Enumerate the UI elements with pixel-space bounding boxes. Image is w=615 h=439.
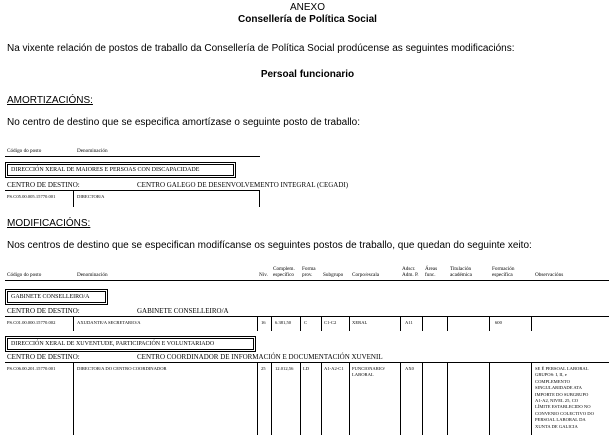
mod-col-formacion-2: específica bbox=[492, 272, 513, 278]
row2-divider bbox=[73, 363, 74, 435]
mod-col-observacions: Observacións bbox=[535, 272, 564, 278]
modificacions-text: Nos centros de destino que se especifican modifícanse os seguintes postos de traballo, que quedan do seguinte xeito: bbox=[7, 240, 532, 251]
obs-line: XUNTA DE GALICIA bbox=[535, 423, 578, 429]
centro-label-gabinete: CENTRO DE DESTINO: bbox=[7, 307, 80, 315]
row2-code: PS.C06.00.201.15770.001 bbox=[7, 366, 56, 371]
mod-col-areas-2: func. bbox=[425, 272, 436, 278]
row1-corpo: XERAL bbox=[352, 320, 368, 325]
obs-line: GRUPOS: I, II, e bbox=[535, 372, 567, 378]
row1-complem: 6.381,50 bbox=[275, 320, 292, 325]
row1-divider bbox=[321, 317, 322, 331]
row1-divider bbox=[271, 317, 272, 331]
amortizacions-heading: AMORTIZACIÓNS: bbox=[7, 95, 93, 106]
mod-col-titulacion: Titulación académica bbox=[450, 266, 472, 278]
row1-divider bbox=[349, 317, 350, 331]
row2-divider bbox=[321, 363, 322, 435]
row2-niv: 25 bbox=[261, 366, 266, 371]
row2-forma: LD bbox=[303, 366, 310, 371]
row2-name: DIRECTOR/A DO CENTRO COORDINADOR bbox=[77, 366, 167, 371]
mod-col-forma-1: Forma bbox=[302, 266, 316, 272]
centro-label-cegadi: CENTRO DE DESTINO: bbox=[7, 181, 80, 189]
row1-divider bbox=[300, 317, 301, 331]
row2-observacions bbox=[535, 366, 594, 430]
row1-divider bbox=[400, 317, 401, 331]
mod-col-corpo: Corpo/escala bbox=[352, 272, 380, 278]
row1-forma: C bbox=[304, 320, 308, 325]
mod-col-complem-2: específico bbox=[273, 272, 295, 278]
amortizacions-row-name: DIRECTOR/A bbox=[77, 194, 105, 199]
row2-subgrupo: A1-A2-C1 bbox=[324, 366, 344, 371]
row1-subgrupo: C1-C2 bbox=[324, 320, 337, 325]
mod-col-areas-1: Áreas bbox=[425, 266, 438, 272]
gabinete-row-top-rule bbox=[5, 316, 609, 317]
row2-divider bbox=[257, 363, 258, 435]
direccion-box-xuventude bbox=[7, 338, 254, 350]
row2-divider bbox=[447, 363, 448, 435]
row2-complem: 12.012,56 bbox=[275, 366, 294, 371]
mod-col-adscr-1: Adscr. bbox=[402, 266, 416, 272]
row2-divider bbox=[271, 363, 272, 435]
row2-adscr: AX0 bbox=[405, 366, 414, 371]
col-denominacion-header: Denominación bbox=[77, 148, 108, 154]
row1-divider bbox=[447, 317, 448, 331]
mod-col-adscr-2: Adm. P. bbox=[402, 272, 419, 278]
row1-divider bbox=[531, 317, 532, 331]
row1-niv: 16 bbox=[261, 320, 266, 325]
col-codigo-header: Código do posto bbox=[7, 148, 42, 154]
mod-col-niv: Niv. bbox=[259, 272, 268, 278]
row1-formacion: 600 bbox=[495, 320, 502, 325]
obs-line: SINGULARIDADE ATA bbox=[535, 385, 582, 391]
direccion-label-xuventude: DIRECCIÓN XERAL DE XUVENTUDE, PARTICIPACIÓN E VOLUNTARIADO bbox=[11, 341, 215, 347]
obs-line: CONVENIO COLECTIVO DO bbox=[535, 410, 594, 416]
row2-corpo-2: LABORAL bbox=[352, 372, 374, 377]
direccion-box-maiores bbox=[7, 164, 234, 176]
amortizacions-col-divider bbox=[73, 191, 74, 207]
row1-adscr: A11 bbox=[405, 320, 413, 325]
mod-col-forma-2: prov. bbox=[302, 272, 313, 278]
centro-label-xuvenil: CENTRO DE DESTINO: bbox=[7, 353, 80, 361]
gabinete-box-label: GABINETE CONSELLEIRO/A bbox=[11, 294, 90, 300]
obs-line: COMPLEMENTO bbox=[535, 378, 570, 384]
row1-divider bbox=[489, 317, 490, 331]
obs-line: SE É PERSOAL LABORAL bbox=[535, 366, 589, 371]
gabinete-box bbox=[7, 291, 106, 303]
mod-col-denominacion: Denominación bbox=[77, 272, 108, 278]
row2-divider bbox=[531, 363, 532, 435]
obs-line: IMPORTE DO SUBGRUPO bbox=[535, 391, 589, 397]
row2-corpo-1: FUNCIONARIO/ bbox=[352, 366, 385, 371]
xuvenil-row-top-rule bbox=[5, 362, 609, 363]
modificacions-heading: MODIFICACIÓNS: bbox=[7, 218, 91, 229]
obs-line: PERSOAL LABORAL DA bbox=[535, 417, 586, 423]
row1-divider bbox=[257, 317, 258, 331]
direccion-label-maiores: DIRECCIÓN XERAL DE MAIORES E PERSOAS CON DISCAPACIDADE bbox=[11, 167, 200, 173]
row2-divider bbox=[489, 363, 490, 435]
row2-divider bbox=[400, 363, 401, 435]
section-title: Persoal funcionario bbox=[260, 69, 355, 80]
amortizacions-col-divider-right bbox=[259, 191, 260, 207]
row1-name: AXUDANTE/A SECRETARIO/A bbox=[77, 320, 141, 325]
amortizacions-row-rule bbox=[5, 190, 260, 191]
row2-divider bbox=[422, 363, 423, 435]
amortizacions-text: No centro de destino que se especifica amortízase o seguinte posto de traballo: bbox=[7, 117, 360, 128]
row1-code: PS.C01.00.000.15770.002 bbox=[7, 320, 56, 325]
row1-divider bbox=[73, 317, 74, 331]
centro-name-xuvenil: CENTRO COORDINADOR DE INFORMACIÓN E DOCUMENTACIÓN XUVENIL bbox=[137, 353, 383, 361]
mod-col-codigo: Código do posto bbox=[7, 272, 42, 278]
row2-divider bbox=[300, 363, 301, 435]
obs-line: A1-A2, NIVEL 25, CO bbox=[535, 398, 579, 404]
mod-col-subgrupo: Subgrupo bbox=[323, 272, 344, 278]
mod-col-complem-1: Complem. bbox=[273, 266, 295, 272]
obs-line: LÍMITE ESTABLECIDO NO bbox=[535, 404, 591, 410]
row2-divider bbox=[349, 363, 350, 435]
centro-name-gabinete: GABINETE CONSELLEIRO/A bbox=[137, 307, 229, 315]
row1-divider bbox=[422, 317, 423, 331]
mod-col-formacion-1: Formación bbox=[492, 266, 515, 272]
amortizacions-header-rule bbox=[5, 156, 260, 157]
centro-name-cegadi: CENTRO GALEGO DE DESENVOLVEMENTO INTEGRAL (CEGADI) bbox=[137, 181, 349, 189]
intro-text: Na vixente relación de postos de traballo da Consellería de Política Social prodúcense as seguintes modificacións: bbox=[7, 43, 515, 54]
mod-header-rule bbox=[5, 280, 609, 281]
anexo-title: ANEXO bbox=[289, 2, 325, 13]
amortizacions-row-code: PS.C05.00.005.15770.001 bbox=[7, 194, 56, 199]
document-subtitle: Consellería de Política Social bbox=[238, 14, 377, 25]
